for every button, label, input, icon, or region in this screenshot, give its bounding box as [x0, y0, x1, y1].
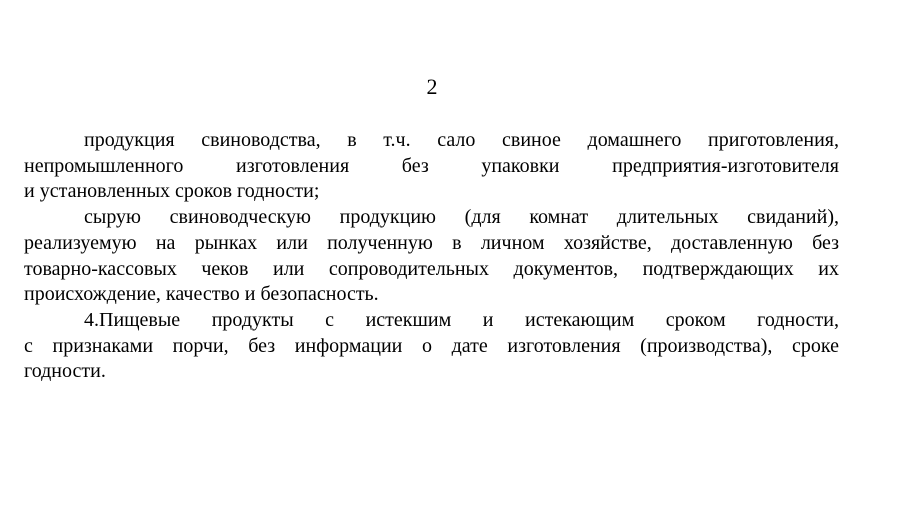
document-body — [24, 128, 839, 385]
paragraph-line: происхождение, качество и безопасность. — [24, 283, 379, 306]
paragraph-line: непромышленного изготовления без упаковки предприятия-изготовителя — [24, 154, 839, 177]
paragraph-line: продукция свиноводства, в т.ч. сало свиное домашнего приготовления, — [84, 129, 839, 151]
paragraph-line: сырую свиноводческую продукцию (для комнат длительных свиданий), — [84, 206, 839, 229]
page-number: 2 — [426, 74, 438, 99]
paragraph-expired-food — [24, 308, 839, 385]
paragraph-line: и установленных сроков годности; — [24, 180, 320, 203]
paragraph-line: товарно-кассовых чеков или сопроводительных документов, подтверждающих их — [24, 257, 839, 280]
paragraph-line: с признаками порчи, без информации о дате изготовления (производства), сроке — [24, 334, 839, 357]
paragraph-raw-pork — [24, 205, 839, 308]
paragraph-line: реализуемую на рынках или полученную в личном хозяйстве, доставленную без — [24, 231, 839, 254]
paragraph-line: годности. — [24, 360, 106, 383]
paragraph-pork-products — [24, 128, 839, 205]
paragraph-line: 4.Пищевые продукты с истекшим и истекающим сроком годности, — [84, 308, 839, 331]
